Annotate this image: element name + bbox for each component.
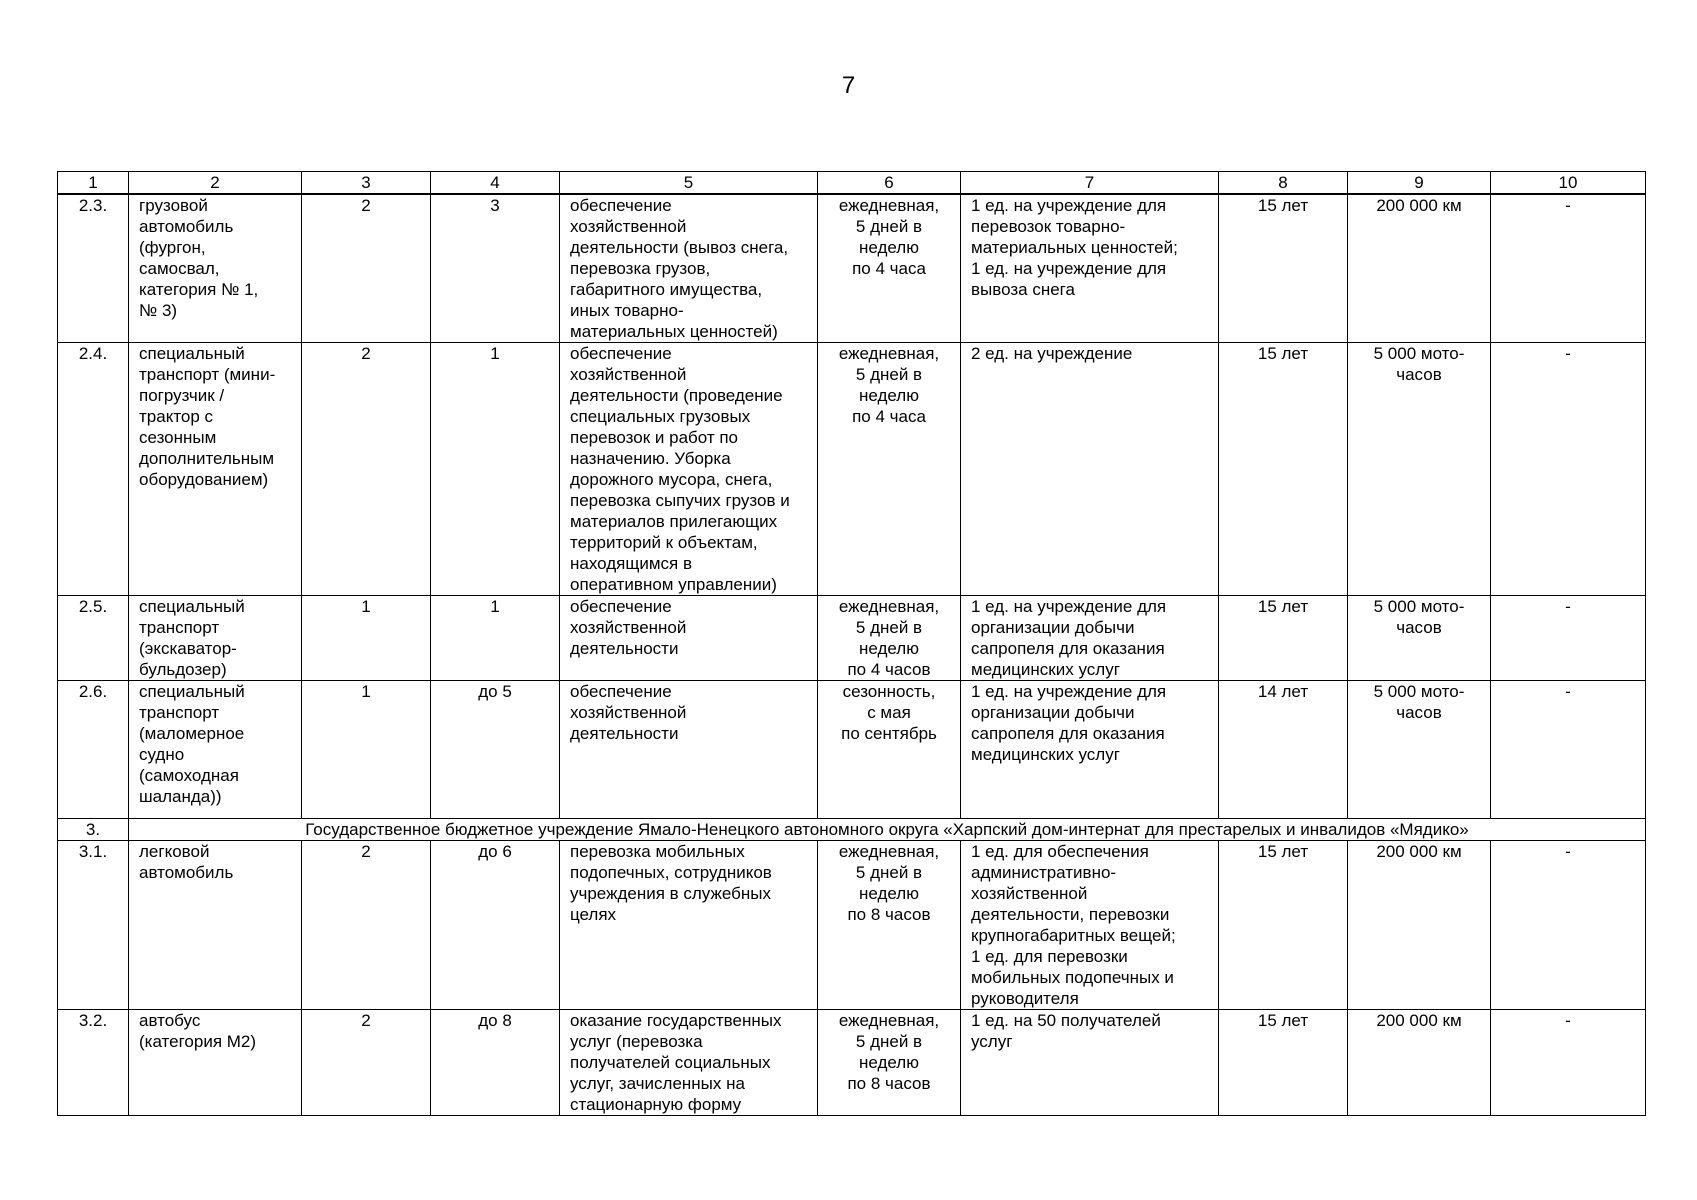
cell-line: хозяйственной xyxy=(971,884,1088,903)
cell-line: хозяйственной xyxy=(570,618,687,637)
column-header: 5 xyxy=(560,172,818,195)
cell-line: материалов прилегающих xyxy=(570,512,778,531)
cell-line: неделю xyxy=(859,884,919,903)
cell-line: иных товарно- xyxy=(570,301,684,320)
note-cell: - xyxy=(1491,596,1646,681)
vehicle-name xyxy=(129,343,302,596)
cell-line: услуг, зачисленных на xyxy=(570,1074,745,1093)
item-number: 3.1. xyxy=(58,841,129,1010)
cell-line: неделю xyxy=(859,639,919,658)
service-term-cell: 15 лет xyxy=(1219,596,1348,681)
cell-line: неделю xyxy=(859,238,919,257)
organization-row xyxy=(58,819,1646,841)
cell-line: деятельности xyxy=(570,639,679,658)
cell-line: ежедневная, xyxy=(838,196,940,215)
cell-line: руководителя xyxy=(971,989,1079,1008)
note-cell: - xyxy=(1491,194,1646,343)
vehicle-name xyxy=(129,841,302,1010)
cell-line: 200 000 км xyxy=(1376,196,1462,215)
cell-line: (маломерное xyxy=(139,724,245,743)
cell-line: 5 дней в xyxy=(855,365,923,384)
cell-line: находящимся в xyxy=(570,554,692,573)
cell-line: 5 дней в xyxy=(855,618,923,637)
cell-line: 5 000 мото- xyxy=(1373,597,1465,616)
cell-line: назначению. Уборка xyxy=(570,449,731,468)
service-term-cell: 15 лет xyxy=(1219,841,1348,1010)
cell-line: неделю xyxy=(859,386,919,405)
column-header: 4 xyxy=(431,172,560,195)
quantity-cell: 2 xyxy=(302,343,431,596)
item-number: 3. xyxy=(58,819,129,841)
cell-line: оборудованием) xyxy=(139,470,269,489)
cell-line: 1 ед. на 50 получателей xyxy=(971,1011,1161,1030)
cell-line: сапропеля для оказания xyxy=(971,639,1165,658)
cell-line: автомобиль xyxy=(139,863,234,882)
column-header: 1 xyxy=(58,172,129,195)
mileage-cell xyxy=(1348,681,1491,819)
operating-mode-cell xyxy=(818,841,961,1010)
cell-line: обеспечение xyxy=(570,344,672,363)
operating-mode-cell xyxy=(818,343,961,596)
cell-line: 1 ед. на учреждение для xyxy=(971,682,1167,701)
vehicle-name xyxy=(129,681,302,819)
cell-line: деятельности (проведение xyxy=(570,386,783,405)
cell-line: сезонность, xyxy=(842,682,936,701)
vehicle-name xyxy=(129,1010,302,1116)
capacity-cell: 1 xyxy=(431,596,560,681)
cell-line: 5 000 мото- xyxy=(1373,344,1465,363)
capacity-cell: до 5 xyxy=(431,681,560,819)
operating-mode-cell xyxy=(818,596,961,681)
mileage-cell xyxy=(1348,596,1491,681)
cell-line: сезонным xyxy=(139,428,217,447)
cell-line: шаланда)) xyxy=(139,787,222,806)
purpose-cell xyxy=(560,681,818,819)
cell-line: услуг (перевозка xyxy=(570,1032,703,1051)
cell-line: (категория М2) xyxy=(139,1032,257,1051)
cell-line: судно xyxy=(139,745,185,764)
cell-line: организации добычи xyxy=(971,703,1135,722)
cell-line: по 4 часа xyxy=(852,259,926,278)
cell-line: транспорт xyxy=(139,703,220,722)
cell-line: грузовой xyxy=(139,196,208,215)
cell-line: 2 ед. на учреждение xyxy=(971,344,1133,363)
cell-line: специальный xyxy=(139,682,245,701)
cell-line: часов xyxy=(1396,703,1442,722)
cell-line: самосвал, xyxy=(139,259,220,278)
cell-line: целях xyxy=(570,905,617,924)
norm-cell xyxy=(961,596,1219,681)
service-term-cell: 15 лет xyxy=(1219,343,1348,596)
cell-line: территорий к объектам, xyxy=(570,533,758,552)
quantity-cell: 1 xyxy=(302,596,431,681)
cell-line: сапропеля для оказания xyxy=(971,724,1165,743)
cell-line: трактор с xyxy=(139,407,214,426)
service-term-cell: 15 лет xyxy=(1219,194,1348,343)
cell-line: 1 ед. для перевозки xyxy=(971,947,1128,966)
table-row xyxy=(58,841,1646,1010)
vehicle-name xyxy=(129,194,302,343)
cell-line: транспорт (мини- xyxy=(139,365,276,384)
table-row xyxy=(58,596,1646,681)
organization-title: Государственное бюджетное учреждение Ямало-Ненецкого автономного округа «Харпский дом-интернат для престарелых и инвалидов «Мядико» xyxy=(129,819,1646,841)
column-header: 3 xyxy=(302,172,431,195)
cell-line: по 8 часов xyxy=(847,905,931,924)
purpose-cell xyxy=(560,1010,818,1116)
capacity-cell: до 8 xyxy=(431,1010,560,1116)
cell-line: обеспечение xyxy=(570,682,672,701)
cell-line: (самоходная xyxy=(139,766,239,785)
item-number: 2.4. xyxy=(58,343,129,596)
service-term-cell: 15 лет xyxy=(1219,1010,1348,1116)
cell-line: (экскаватор- xyxy=(139,639,237,658)
table-row xyxy=(58,194,1646,343)
table-header-row xyxy=(58,172,1646,195)
cell-line: 1 ед. для обеспечения xyxy=(971,842,1149,861)
cell-line: дорожного мусора, снега, xyxy=(570,470,773,489)
note-cell: - xyxy=(1491,841,1646,1010)
capacity-cell: 3 xyxy=(431,194,560,343)
cell-line: 1 ед. на учреждение для xyxy=(971,597,1167,616)
norm-cell xyxy=(961,1010,1219,1116)
cell-line: получателей социальных xyxy=(570,1053,771,1072)
table-row xyxy=(58,1010,1646,1116)
cell-line: обеспечение xyxy=(570,597,672,616)
table-row xyxy=(58,343,1646,596)
cell-line: 1 ед. на учреждение для xyxy=(971,196,1167,215)
vehicle-norms-table xyxy=(57,171,1646,1116)
cell-line: 5 дней в xyxy=(855,863,923,882)
capacity-cell: 1 xyxy=(431,343,560,596)
cell-line: габаритного имущества, xyxy=(570,280,763,299)
purpose-cell xyxy=(560,841,818,1010)
cell-line: перевозок товарно- xyxy=(971,217,1126,236)
cell-line: 1 ед. на учреждение для xyxy=(971,259,1167,278)
purpose-cell xyxy=(560,596,818,681)
cell-line: по 4 часов xyxy=(847,660,931,679)
cell-line: автобус xyxy=(139,1011,201,1030)
norm-cell xyxy=(961,343,1219,596)
cell-line: специальный xyxy=(139,344,245,363)
cell-line: хозяйственной xyxy=(570,703,687,722)
cell-line: подопечных, сотрудников xyxy=(570,863,772,882)
cell-line: часов xyxy=(1396,365,1442,384)
cell-line: перевозка мобильных xyxy=(570,842,745,861)
cell-line: учреждения в служебных xyxy=(570,884,771,903)
table-row xyxy=(58,681,1646,819)
cell-line: неделю xyxy=(859,1053,919,1072)
item-number: 2.5. xyxy=(58,596,129,681)
cell-line: легковой xyxy=(139,842,210,861)
column-header: 9 xyxy=(1348,172,1491,195)
cell-line: перевозка сыпучих грузов и xyxy=(570,491,790,510)
cell-line: деятельности, перевозки xyxy=(971,905,1170,924)
cell-line: ежедневная, xyxy=(838,344,940,363)
norm-cell xyxy=(961,841,1219,1010)
cell-line: дополнительным xyxy=(139,449,275,468)
cell-line: перевозок и работ по xyxy=(570,428,739,447)
quantity-cell: 2 xyxy=(302,841,431,1010)
cell-line: погрузчик / xyxy=(139,386,225,405)
cell-line: оказание государственных xyxy=(570,1011,782,1030)
mileage-cell xyxy=(1348,841,1491,1010)
cell-line: хозяйственной xyxy=(570,365,687,384)
cell-line: (фургон, xyxy=(139,238,206,257)
capacity-cell: до 6 xyxy=(431,841,560,1010)
cell-line: хозяйственной xyxy=(570,217,687,236)
cell-line: № 3) xyxy=(139,301,178,320)
quantity-cell: 1 xyxy=(302,681,431,819)
cell-line: по 4 часа xyxy=(852,407,926,426)
column-header: 8 xyxy=(1219,172,1348,195)
cell-line: обеспечение xyxy=(570,196,672,215)
cell-line: 5 дней в xyxy=(855,1032,923,1051)
operating-mode-cell xyxy=(818,194,961,343)
column-header: 2 xyxy=(129,172,302,195)
note-cell: - xyxy=(1491,1010,1646,1116)
cell-line: по сентябрь xyxy=(841,724,937,743)
mileage-cell xyxy=(1348,194,1491,343)
cell-line: перевозка грузов, xyxy=(570,259,711,278)
cell-line: ежедневная, xyxy=(838,1011,940,1030)
column-header: 7 xyxy=(961,172,1219,195)
item-number: 3.2. xyxy=(58,1010,129,1116)
operating-mode-cell xyxy=(818,1010,961,1116)
cell-line: ежедневная, xyxy=(838,842,940,861)
cell-line: 200 000 км xyxy=(1376,1011,1462,1030)
service-term-cell: 14 лет xyxy=(1219,681,1348,819)
cell-line: услуг xyxy=(971,1032,1013,1051)
cell-line: 5 000 мото- xyxy=(1373,682,1465,701)
cell-line: деятельности xyxy=(570,724,679,743)
cell-line: с мая xyxy=(867,703,911,722)
cell-line: оперативном управлении) xyxy=(570,575,777,594)
cell-line: специальных грузовых xyxy=(570,407,751,426)
cell-line: 5 дней в xyxy=(855,217,923,236)
quantity-cell: 2 xyxy=(302,194,431,343)
norm-cell xyxy=(961,194,1219,343)
vehicle-name xyxy=(129,596,302,681)
cell-line: специальный xyxy=(139,597,245,616)
note-cell: - xyxy=(1491,681,1646,819)
page-number: 7 xyxy=(841,72,856,99)
cell-line: бульдозер) xyxy=(139,660,227,679)
cell-line: автомобиль xyxy=(139,217,234,236)
cell-line: категория № 1, xyxy=(139,280,259,299)
cell-line: часов xyxy=(1396,618,1442,637)
column-header: 6 xyxy=(818,172,961,195)
note-cell: - xyxy=(1491,343,1646,596)
cell-line: материальных ценностей; xyxy=(971,238,1178,257)
operating-mode-cell xyxy=(818,681,961,819)
column-header: 10 xyxy=(1491,172,1646,195)
purpose-cell xyxy=(560,343,818,596)
purpose-cell xyxy=(560,194,818,343)
mileage-cell xyxy=(1348,1010,1491,1116)
cell-line: стационарную форму xyxy=(570,1095,742,1114)
cell-line: административно- xyxy=(971,863,1117,882)
item-number: 2.3. xyxy=(58,194,129,343)
item-number: 2.6. xyxy=(58,681,129,819)
cell-line: по 8 часов xyxy=(847,1074,931,1093)
mileage-cell xyxy=(1348,343,1491,596)
quantity-cell: 2 xyxy=(302,1010,431,1116)
norm-cell xyxy=(961,681,1219,819)
cell-line: мобильных подопечных и xyxy=(971,968,1174,987)
cell-line: медицинских услуг xyxy=(971,660,1120,679)
cell-line: 200 000 км xyxy=(1376,842,1462,861)
cell-line: медицинских услуг xyxy=(971,745,1120,764)
cell-line: крупногабаритных вещей; xyxy=(971,926,1176,945)
cell-line: материальных ценностей) xyxy=(570,322,778,341)
cell-line: организации добычи xyxy=(971,618,1135,637)
cell-line: транспорт xyxy=(139,618,220,637)
cell-line: вывоза снега xyxy=(971,280,1075,299)
cell-line: деятельности (вывоз снега, xyxy=(570,238,789,257)
cell-line: ежедневная, xyxy=(838,597,940,616)
